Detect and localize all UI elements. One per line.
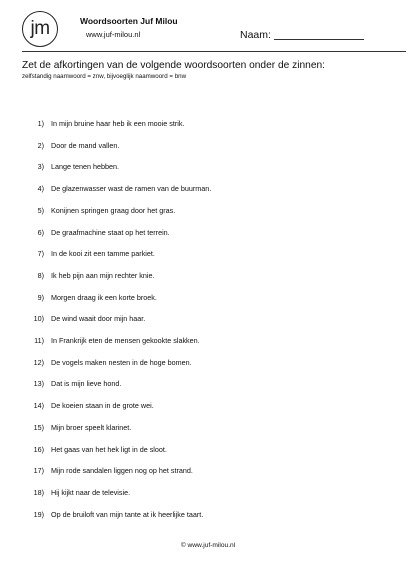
sentence-item: [0, 271, 416, 283]
logo-text: jm: [30, 17, 50, 39]
sentence-text: In Frankrijk eten de mensen gekookte slakken.: [51, 336, 200, 345]
legend-text: zelfstandig naamwoord = znw, bijvoeglijk naamwoord = bnw: [22, 73, 187, 80]
sentence-number: 13): [33, 379, 44, 389]
sentence-text: In de kooi zit een tamme parkiet.: [51, 249, 155, 259]
sentence-number: 6): [37, 227, 44, 237]
sentence-number: 5): [37, 205, 44, 215]
sentence-number: 19): [33, 509, 44, 519]
sentence-item: [0, 119, 416, 131]
logo: [22, 11, 58, 47]
sentence-number: 9): [37, 292, 44, 302]
sentence-item: [0, 445, 416, 457]
sentence-item: [0, 249, 416, 261]
sentence-number: 16): [33, 444, 44, 454]
instruction-text: Zet de afkortingen van de volgende woordsoorten onder de zinnen:: [22, 60, 326, 71]
sentence-item: [0, 314, 416, 326]
sentence-text: De glazenwasser wast de ramen van de buurman.: [51, 184, 212, 194]
sentence-number: 18): [33, 487, 44, 497]
sentence-text: Ik heb pijn aan mijn rechter knie.: [51, 270, 155, 280]
sentence-number: 11): [34, 336, 44, 345]
sentence-text: Dat is mijn lieve hond.: [51, 379, 122, 389]
sentence-text: De vogels maken nesten in de hoge bomen.: [51, 357, 192, 367]
sentence-number: 3): [37, 162, 44, 172]
sentence-number: 4): [37, 184, 44, 194]
sentence-number: 10): [33, 314, 44, 324]
sentence-text: Door de mand vallen.: [51, 140, 120, 150]
sentence-text: Konijnen springen graag door het gras.: [51, 205, 176, 215]
sentence-item: [0, 379, 416, 391]
sentence-item: [0, 423, 416, 435]
sentence-number: 14): [33, 401, 44, 411]
sentence-item: [0, 336, 416, 348]
sentence-item: [0, 141, 416, 153]
sentence-text: Mijn rode sandalen liggen nog op het strand.: [51, 466, 193, 476]
sentence-text: De graafmachine staat op het terrein.: [51, 227, 170, 237]
sentence-text: Het gaas van het hek ligt in de sloot.: [51, 444, 167, 454]
sentence-item: [0, 184, 416, 196]
sentence-text: De wind waait door mijn haar.: [51, 314, 146, 324]
sentence-number: 7): [37, 249, 44, 259]
footer-text: © www.juf-milou.nl: [180, 542, 236, 549]
sentence-number: 2): [37, 140, 44, 150]
brand-title: Woordsoorten Juf Milou: [80, 16, 178, 26]
sentence-text: Morgen draag ik een korte broek.: [51, 292, 157, 302]
sentence-item: [0, 228, 416, 240]
sentence-number: 15): [33, 422, 44, 432]
sentence-text: Hij kijkt naar de televisie.: [51, 487, 131, 497]
sentence-item: [0, 466, 416, 478]
sentence-number: 12): [33, 357, 44, 367]
sentence-text: Mijn broer speelt klarinet.: [51, 422, 132, 432]
sentence-item: [0, 206, 416, 218]
sentence-text: De koeien staan in de grote wei.: [51, 401, 154, 411]
sentence-number: 17): [33, 466, 44, 476]
sentence-text: Lange tenen hebben.: [51, 162, 119, 172]
brand-url: www.juf-milou.nl: [86, 30, 141, 39]
sentence-text: In mijn bruine haar heb ik een mooie strik.: [51, 119, 185, 128]
sentence-text: Op de bruiloft van mijn tante at ik heerlijke taart.: [51, 509, 204, 519]
sentence-number: 8): [37, 270, 44, 280]
sentence-item: [0, 510, 416, 522]
sentence-item: [0, 401, 416, 413]
sentence-number: 1): [37, 119, 44, 128]
name-field-line[interactable]: [274, 39, 364, 40]
sentence-item: [0, 488, 416, 500]
header-divider: [22, 51, 406, 52]
name-label: Naam:: [240, 29, 271, 41]
sentence-item: [0, 358, 416, 370]
sentence-item: [0, 162, 416, 174]
sentence-item: [0, 293, 416, 305]
